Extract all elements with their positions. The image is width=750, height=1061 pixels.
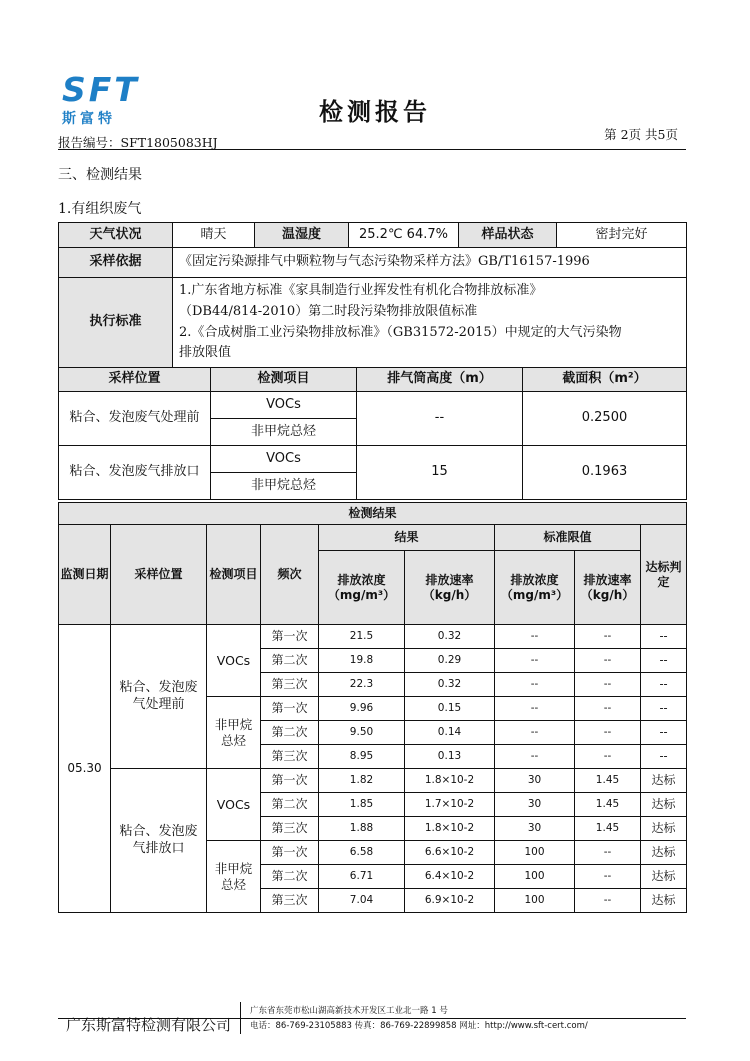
standard-label: 执行标准 bbox=[59, 278, 173, 368]
cell-limit-concentration: -- bbox=[495, 697, 575, 721]
cell-frequency: 第三次 bbox=[261, 673, 319, 697]
cell-limit-rate: -- bbox=[575, 697, 641, 721]
header-rule bbox=[58, 149, 686, 150]
cell-frequency: 第三次 bbox=[261, 817, 319, 841]
standard-line: （DB44/814-2010）第二时段污染物排放限值标准 bbox=[179, 303, 478, 319]
cell-limit-rate: -- bbox=[575, 673, 641, 697]
section-area: 0.1963 bbox=[523, 446, 687, 500]
header-limit-concentration: 排放浓度（mg/m³） bbox=[495, 551, 575, 625]
cell-limit-rate: -- bbox=[575, 889, 641, 913]
monitor-date: 05.30 bbox=[59, 625, 111, 913]
sampling-location: 粘合、发泡废气处理前 bbox=[59, 392, 211, 446]
header-judge: 达标判定 bbox=[641, 525, 687, 625]
cell-rate: 6.6×10-2 bbox=[405, 841, 495, 865]
cell-rate: 0.32 bbox=[405, 625, 495, 649]
sample-state-label: 样品状态 bbox=[459, 223, 557, 248]
cell-frequency: 第一次 bbox=[261, 841, 319, 865]
cell-limit-concentration: -- bbox=[495, 625, 575, 649]
cell-judgement: 达标 bbox=[641, 817, 687, 841]
cell-frequency: 第三次 bbox=[261, 889, 319, 913]
document-title: 检测报告 bbox=[319, 97, 431, 126]
header-result: 结果 bbox=[319, 525, 495, 551]
result-item: 非甲烷总烃 bbox=[207, 697, 261, 769]
results-table bbox=[58, 502, 687, 913]
cell-concentration: 1.88 bbox=[319, 817, 405, 841]
cell-rate: 0.13 bbox=[405, 745, 495, 769]
cell-limit-rate: -- bbox=[575, 721, 641, 745]
cell-limit-rate: 1.45 bbox=[575, 769, 641, 793]
header-area: 截面积（m²） bbox=[523, 368, 687, 392]
cell-concentration: 8.95 bbox=[319, 745, 405, 769]
sampling-location: 粘合、发泡废气排放口 bbox=[59, 446, 211, 500]
cell-rate: 1.8×10-2 bbox=[405, 817, 495, 841]
cell-concentration: 6.71 bbox=[319, 865, 405, 889]
cell-judgement: 达标 bbox=[641, 769, 687, 793]
report-number: 报告编号：SFT1805083HJ bbox=[58, 135, 218, 150]
cell-limit-rate: -- bbox=[575, 841, 641, 865]
cell-judgement: -- bbox=[641, 745, 687, 769]
cell-limit-concentration: -- bbox=[495, 673, 575, 697]
cell-limit-rate: -- bbox=[575, 625, 641, 649]
cell-frequency: 第二次 bbox=[261, 649, 319, 673]
cell-rate: 0.14 bbox=[405, 721, 495, 745]
result-item: VOCs bbox=[207, 625, 261, 697]
sampling-table bbox=[58, 367, 687, 500]
sub-title: 1.有组织废气 bbox=[58, 201, 142, 217]
cell-concentration: 6.58 bbox=[319, 841, 405, 865]
header-location: 采样位置 bbox=[59, 368, 211, 392]
cell-concentration: 7.04 bbox=[319, 889, 405, 913]
cell-judgement: 达标 bbox=[641, 793, 687, 817]
cell-concentration: 1.85 bbox=[319, 793, 405, 817]
cell-limit-concentration: 30 bbox=[495, 817, 575, 841]
stack-height: -- bbox=[357, 392, 523, 446]
cell-frequency: 第二次 bbox=[261, 721, 319, 745]
sampling-item: 非甲烷总烃 bbox=[211, 473, 357, 500]
result-location: 粘合、发泡废气处理前 bbox=[111, 625, 207, 769]
sampling-item: 非甲烷总烃 bbox=[211, 419, 357, 446]
cell-limit-concentration: 100 bbox=[495, 865, 575, 889]
cell-rate: 0.29 bbox=[405, 649, 495, 673]
footer-rule bbox=[58, 1018, 686, 1019]
cell-limit-rate: -- bbox=[575, 745, 641, 769]
cell-concentration: 21.5 bbox=[319, 625, 405, 649]
cell-rate: 0.32 bbox=[405, 673, 495, 697]
temp-label: 温湿度 bbox=[255, 223, 349, 248]
cell-limit-concentration: -- bbox=[495, 721, 575, 745]
cell-frequency: 第三次 bbox=[261, 745, 319, 769]
cell-judgement: -- bbox=[641, 673, 687, 697]
sample-state-value: 密封完好 bbox=[557, 223, 687, 248]
cell-frequency: 第二次 bbox=[261, 865, 319, 889]
cell-limit-rate: -- bbox=[575, 649, 641, 673]
header-rate: 排放速率（kg/h） bbox=[405, 551, 495, 625]
cell-judgement: -- bbox=[641, 721, 687, 745]
cell-limit-concentration: -- bbox=[495, 649, 575, 673]
cell-concentration: 9.96 bbox=[319, 697, 405, 721]
cell-limit-rate: 1.45 bbox=[575, 817, 641, 841]
stack-height: 15 bbox=[357, 446, 523, 500]
page-number: 第 2页 共5页 bbox=[604, 127, 678, 142]
cell-concentration: 9.50 bbox=[319, 721, 405, 745]
standard-line: 排放限值 bbox=[179, 345, 232, 361]
header-item: 检测项目 bbox=[207, 525, 261, 625]
header-location: 采样位置 bbox=[111, 525, 207, 625]
basis-value: 《固定污染源排气中颗粒物与气态污染物采样方法》GB/T16157-1996 bbox=[173, 248, 687, 278]
cell-judgement: 达标 bbox=[641, 841, 687, 865]
standard-line: 1.广东省地方标准《家具制造行业挥发性有机化合物排放标准》 bbox=[179, 282, 543, 298]
cell-limit-concentration: -- bbox=[495, 745, 575, 769]
standard-value bbox=[173, 278, 687, 368]
section-title: 三、检测结果 bbox=[58, 167, 142, 183]
sampling-item: VOCs bbox=[211, 446, 357, 473]
cell-judgement: -- bbox=[641, 649, 687, 673]
footer-contact: 电话：86-769-23105883 传真：86-769-22899858 网址：http://www.sft-cert.com/ bbox=[250, 1021, 588, 1031]
cell-limit-rate: -- bbox=[575, 865, 641, 889]
cell-limit-concentration: 30 bbox=[495, 793, 575, 817]
logo-chinese-name: 斯富特 bbox=[62, 111, 116, 127]
footer-company: 广东斯富特检测有限公司 bbox=[66, 1016, 232, 1034]
cell-judgement: -- bbox=[641, 625, 687, 649]
cell-rate: 0.15 bbox=[405, 697, 495, 721]
header-limit-rate: 排放速率（kg/h） bbox=[575, 551, 641, 625]
cell-concentration: 1.82 bbox=[319, 769, 405, 793]
result-row bbox=[59, 625, 687, 649]
weather-label: 天气状况 bbox=[59, 223, 173, 248]
result-item: 非甲烷总烃 bbox=[207, 841, 261, 913]
footer-address: 广东省东莞市松山湖高新技术开发区工业北一路 1 号 bbox=[250, 1006, 448, 1016]
result-item: VOCs bbox=[207, 769, 261, 841]
results-title: 检测结果 bbox=[59, 503, 687, 525]
cell-concentration: 19.8 bbox=[319, 649, 405, 673]
cell-frequency: 第一次 bbox=[261, 625, 319, 649]
logo-text: SFT bbox=[62, 70, 140, 109]
weather-value: 晴天 bbox=[173, 223, 255, 248]
result-row bbox=[59, 769, 687, 793]
cell-limit-concentration: 100 bbox=[495, 841, 575, 865]
header-date: 监测日期 bbox=[59, 525, 111, 625]
cell-limit-concentration: 30 bbox=[495, 769, 575, 793]
cell-judgement: 达标 bbox=[641, 865, 687, 889]
info-table bbox=[58, 222, 687, 368]
header-limit: 标准限值 bbox=[495, 525, 641, 551]
cell-rate: 1.7×10-2 bbox=[405, 793, 495, 817]
cell-judgement: -- bbox=[641, 697, 687, 721]
cell-limit-concentration: 100 bbox=[495, 889, 575, 913]
result-location: 粘合、发泡废气排放口 bbox=[111, 769, 207, 913]
cell-rate: 6.4×10-2 bbox=[405, 865, 495, 889]
header-height: 排气筒高度（m） bbox=[357, 368, 523, 392]
cell-judgement: 达标 bbox=[641, 889, 687, 913]
header-frequency: 频次 bbox=[261, 525, 319, 625]
cell-concentration: 22.3 bbox=[319, 673, 405, 697]
header-item: 检测项目 bbox=[211, 368, 357, 392]
temp-value: 25.2℃ 64.7% bbox=[349, 223, 459, 248]
cell-frequency: 第一次 bbox=[261, 697, 319, 721]
cell-rate: 6.9×10-2 bbox=[405, 889, 495, 913]
cell-frequency: 第二次 bbox=[261, 793, 319, 817]
basis-label: 采样依据 bbox=[59, 248, 173, 278]
cell-rate: 1.8×10-2 bbox=[405, 769, 495, 793]
cell-frequency: 第一次 bbox=[261, 769, 319, 793]
section-area: 0.2500 bbox=[523, 392, 687, 446]
standard-line: 2.《合成树脂工业污染物排放标准》（GB31572-2015）中规定的大气污染物 bbox=[179, 324, 622, 340]
cell-limit-rate: 1.45 bbox=[575, 793, 641, 817]
header-concentration: 排放浓度（mg/m³） bbox=[319, 551, 405, 625]
sampling-item: VOCs bbox=[211, 392, 357, 419]
